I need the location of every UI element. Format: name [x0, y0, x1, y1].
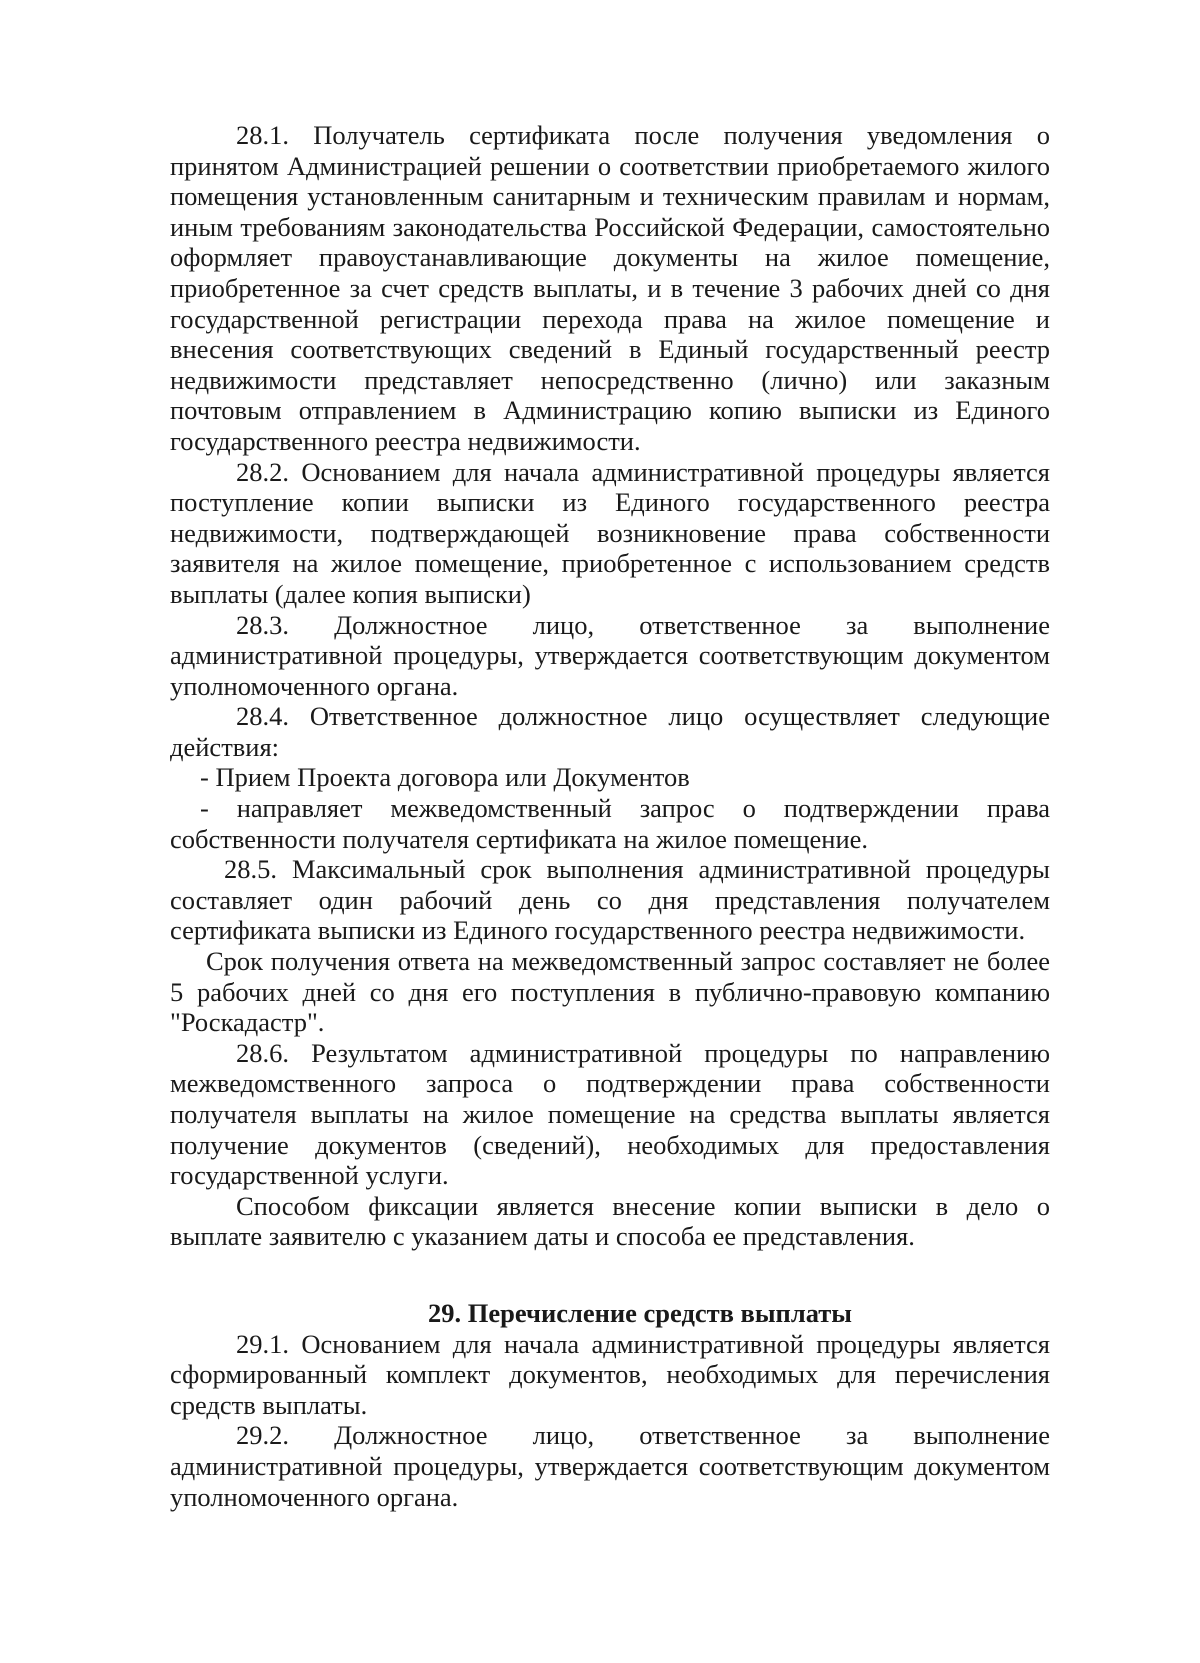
paragraph-28-1: 28.1. Получатель сертификата после получения уведомления о принятом Администрацией решении о соответствии приобретаемого жилого помещения установленным санитарным и техническим правилам и нормам, иным требованиям законодательства Российской Федерации, самостоятельно оформляет правоустанавливающие документы на жилое помещение, приобретенное за счет средств выплаты, и в течение 3 рабочих дней со дня государственной регистрации перехода права на жилое помещение и внесения соответствующих сведений в Единый государственный реестр недвижимости представляет непосредственно (лично) или заказным почтовым отправлением в Администрацию копию выписки из Единого государственного реестра недвижимости. — [170, 120, 1050, 456]
paragraph-29-2: 29.2. Должностное лицо, ответственное за выполнение административной процедуры, утверждается соответствующим документом уполномоченного органа. — [170, 1420, 1050, 1512]
document-page — [170, 120, 1050, 1512]
paragraph-28-2: 28.2. Основанием для начала административной процедуры является поступление копии выписки из Единого государственного реестра недвижимости, подтверждающей возникновение права собственности заявителя на жилое помещение, приобретенное с использованием средств выплаты (далее копия выписки) — [170, 456, 1050, 609]
paragraph-28-3: 28.3. Должностное лицо, ответственное за выполнение административной процедуры, утверждается соответствующим документом уполномоченного органа. — [170, 609, 1050, 701]
paragraph-28-6-fixation: Способом фиксации является внесение копии выписки в дело о выплате заявителю с указанием даты и способа ее представления. — [170, 1190, 1050, 1252]
paragraph-28-4: 28.4. Ответственное должностное лицо осуществляет следующие действия: — [170, 701, 1050, 762]
paragraph-28-6: 28.6. Результатом административной процедуры по направлению межведомственного запроса о подтверждении права собственности получателя выплаты на жилое помещение на средства выплаты является получение документов (сведений), необходимых для предоставления государственной услуги. — [170, 1037, 1050, 1191]
section-heading-29: 29. Перечисление средств выплаты — [428, 1297, 852, 1328]
paragraph-28-5: 28.5. Максимальный срок выполнения административной процедуры составляет один рабочий день со дня представления получателем сертификата выписки из Единого государственного реестра недвижимости. — [170, 854, 1050, 946]
list-item-send-request: - направляет межведомственный запрос о подтверждении права собственности получателя сертификата на жилое помещение. — [170, 793, 1050, 854]
paragraph-29-1: 29.1. Основанием для начала административной процедуры является сформированный комплект документов, необходимых для перечисления средств выплаты. — [170, 1328, 1050, 1420]
list-item-receive-draft: - Прием Проекта договора или Документов — [200, 762, 690, 793]
paragraph-28-5-response-term: Срок получения ответа на межведомственный запрос составляет не более 5 рабочих дней со дня его поступления в публично-правовую компанию "Роскадастр". — [170, 946, 1050, 1038]
